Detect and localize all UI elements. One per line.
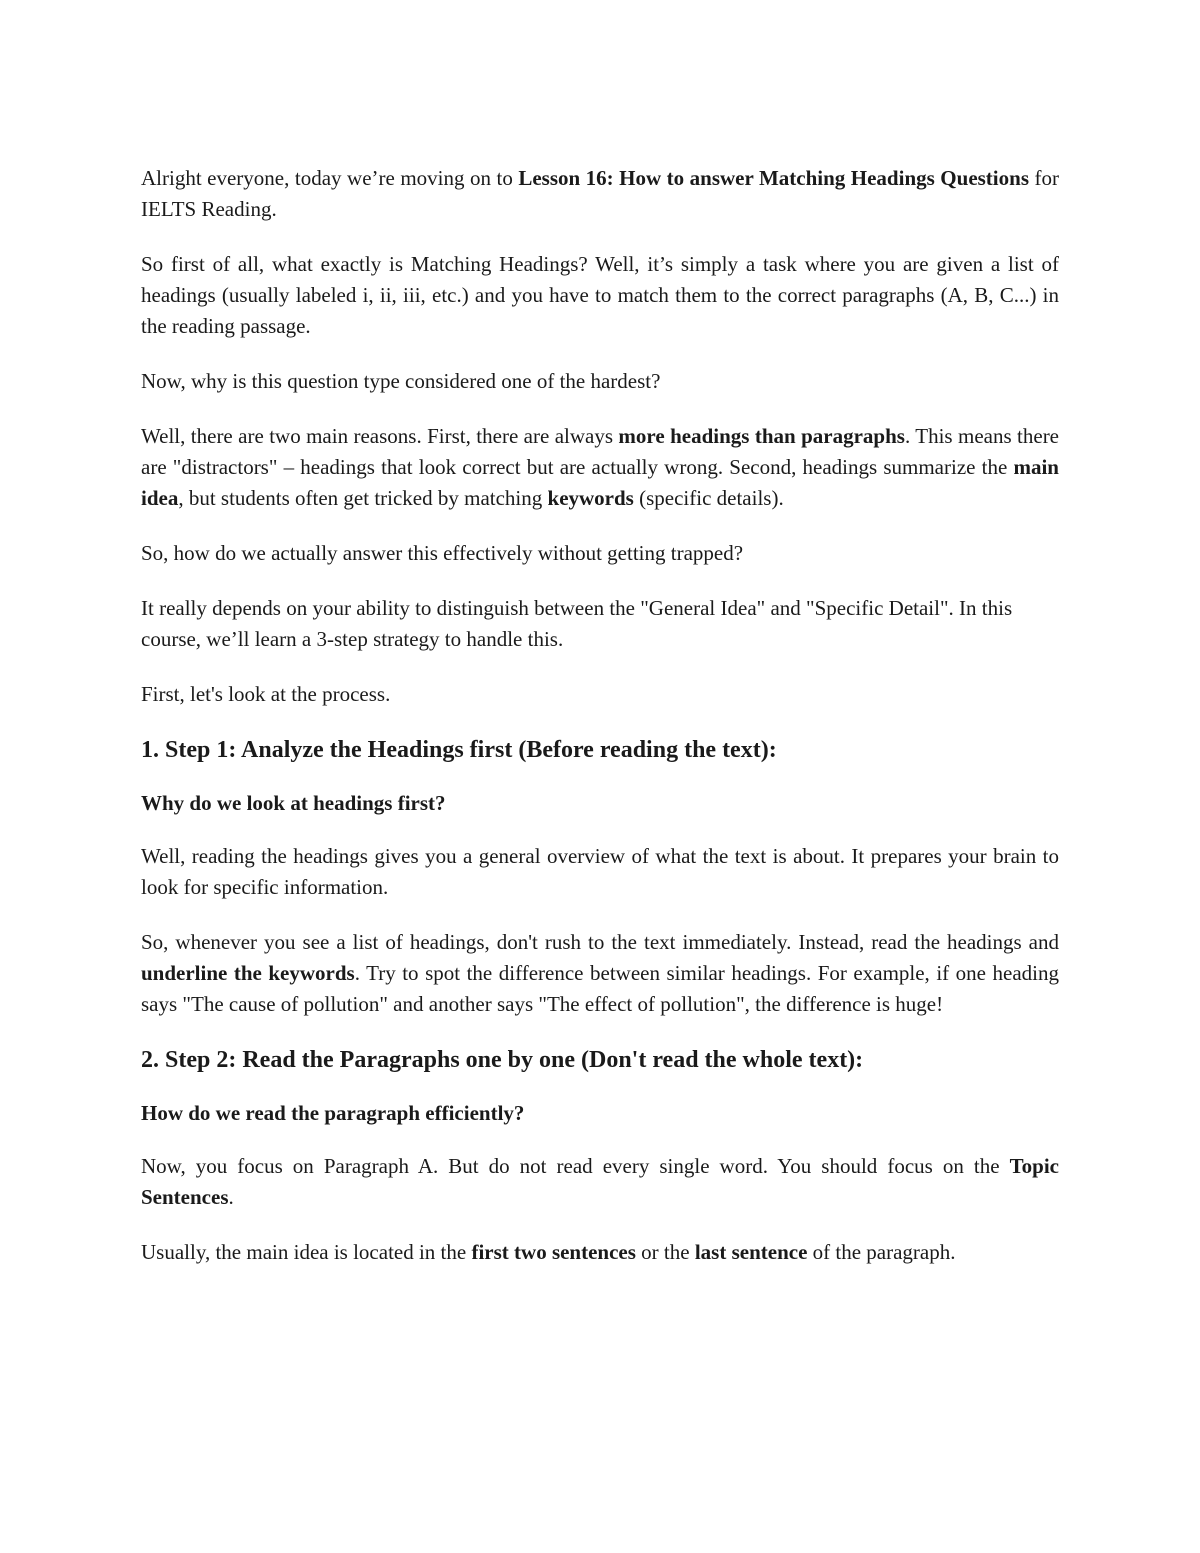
step1-paragraph-2 [141,927,1059,1020]
step2-paragraph-1 [141,1151,1059,1213]
emphasis-main-idea: main idea [141,455,1059,510]
process-paragraph: First, let's look at the process. [141,682,391,706]
step1-text-1: So, whenever you see a list of headings, don't rush to the text immediately. Instead, read the headings and [141,930,1059,954]
intro-paragraph [141,163,1059,225]
reasons-text-3: , but students often get tricked by matching [178,486,548,510]
step1-paragraph-1: Well, reading the headings gives you a general overview of what the text is about. It prepares your brain to look for specific information. [141,844,1059,899]
lesson-title: Lesson 16: How to answer Matching Headings Questions [518,166,1029,190]
reasons-text-2: . This means there are "distractors" – headings that look correct but are actually wrong. Second, headings summarize the [141,424,1060,479]
step2-text-1: Now, you focus on Paragraph A. But do not read every single word. You should focus on the [141,1154,1010,1178]
step1-text-2: . Try to spot the difference between similar headings. For example, if one heading says "The cause of pollution" and another says "The effect of pollution", the difference is huge! [141,961,1059,1016]
step1-heading: 1. Step 1: Analyze the Headings first (Before reading the text): [141,737,777,763]
emphasis-keywords: keywords [547,486,634,510]
intro-text: Alright everyone, today we’re moving on to [141,166,519,190]
step1-subheading: Why do we look at headings first? [141,791,446,815]
step2-text-3: Usually, the main idea is located in the [141,1240,472,1264]
question-paragraph: Now, why is this question type considered one of the hardest? [141,369,661,393]
emphasis-more-headings: more headings than paragraphs [618,424,905,448]
how-paragraph: So, how do we actually answer this effectively without getting trapped? [141,541,744,565]
intro-text-end: for IELTS Reading. [141,166,1059,221]
emphasis-first-two-sentences: first two sentences [471,1240,636,1264]
reasons-text-1: Well, there are two main reasons. First, there are always [141,424,619,448]
emphasis-underline-keywords: underline the keywords [141,961,355,985]
step2-heading: 2. Step 2: Read the Paragraphs one by one (Don't read the whole text): [141,1047,864,1073]
reasons-text-4: (specific details). [633,486,784,510]
step2-paragraph-2 [141,1237,1059,1268]
reasons-paragraph [141,421,1059,514]
step2-text-5: of the paragraph. [807,1240,956,1264]
document-page [141,163,1059,1292]
step2-text-4: or the [635,1240,695,1264]
strategy-paragraph: It really depends on your ability to distinguish between the "General Idea" and "Specific Detail". In this course, we’ll learn a 3-step strategy to handle this. [141,596,1013,651]
step2-subheading: How do we read the paragraph efficiently? [141,1101,525,1125]
step2-text-2: . [228,1185,234,1209]
emphasis-topic-sentences: Topic Sentences [141,1154,1059,1209]
definition-paragraph: So first of all, what exactly is Matching Headings? Well, it’s simply a task where you are given a list of headings (usually labeled i, ii, iii, etc.) and you have to match them to the correct paragraphs (A, B, C...) in the reading passage. [141,252,1059,338]
emphasis-last-sentence: last sentence [694,1240,808,1264]
